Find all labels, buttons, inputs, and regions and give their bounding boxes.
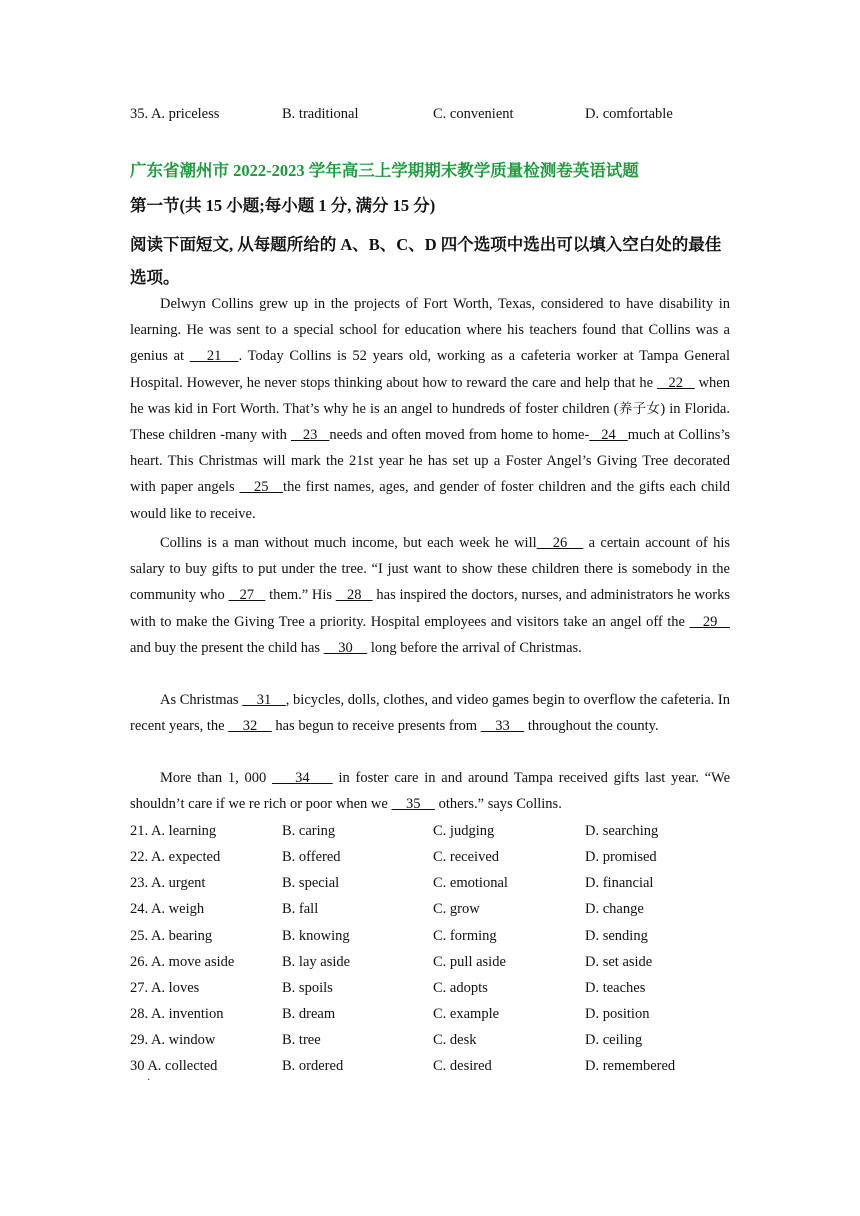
option-c: C. grow [433, 901, 480, 917]
passage-paragraph-4 [130, 765, 730, 817]
text-run: Delwyn Collins grew up in the projects of Fort Worth, Texas, considered to have disability in learning. He was sent to a special school for education where his teachers found that Collins was a genius at [130, 296, 730, 365]
text-run: when he was kid in Fort Worth. That’s why he is an angel to hundreds of foster children ( [130, 374, 730, 417]
text-run: in foster care in and around Tampa received gifts last year. “We shouldn’t care if we re rich or poor when we [130, 770, 731, 813]
blank-22: 22 [656, 374, 695, 391]
instruction-text: 阅读下面短文, 从每题所给的 A、B、C、D 四个选项中选出可以填入空白处的最佳选项。 [130, 235, 722, 287]
option-d: D. sending [585, 928, 648, 944]
blank-21: 21 [189, 348, 239, 365]
chinese-gloss: 养子女 [618, 400, 661, 417]
text-run: them.” His [265, 587, 336, 604]
option-d: D. set aside [585, 954, 653, 970]
question-number: 30 A. collected [130, 1058, 218, 1074]
option-d: D. change [585, 901, 644, 917]
option-b: B. fall [282, 901, 319, 917]
text-run: More than 1, 000 [160, 770, 273, 786]
text-run: Collins is a man without much income, but each week he will [160, 535, 537, 551]
option-c: C. example [433, 1006, 500, 1022]
question-number: 24. A. weigh [130, 901, 205, 917]
blank-23: 23 [290, 427, 330, 444]
option-c: C. judging [433, 823, 495, 839]
option-b: B. offered [282, 849, 341, 865]
text-run: others.” says Collins. [434, 796, 562, 813]
option-b: B. ordered [282, 1058, 344, 1074]
blank-29: 29 [689, 613, 730, 630]
passage-paragraph-1 [130, 291, 730, 527]
option-b: B. spoils [282, 980, 333, 996]
text-run: needs and often moved from home to home- [329, 427, 590, 444]
text-run: has inspired the doctors, nurses, and administrators he works with to make the Giving Tree a priority. Hospital employees and visitors take an angel off the [130, 587, 730, 630]
blank-35: 35 [391, 796, 435, 813]
question-number: 35. A. priceless [130, 106, 220, 122]
section-title: 第一节(共 15 小题;每小题 1 分, 满分 15 分) [130, 196, 436, 215]
question-number: 23. A. urgent [130, 875, 206, 891]
stray-mark: · [147, 1075, 151, 1086]
blank-33: 33 [480, 718, 525, 735]
blank-25: 25 [239, 479, 284, 496]
question-number: 21. A. learning [130, 823, 217, 839]
blank-34: 34 [272, 770, 333, 786]
option-d: D. comfortable [585, 106, 673, 122]
text-run: the first names, ages, and gender of foster children and the gifts each child would like to receive. [130, 479, 730, 522]
option-c: C. forming [433, 928, 497, 944]
text-run: and buy the present the child has [130, 639, 324, 656]
blank-32: 32 [228, 718, 272, 735]
blank-27: 27 [228, 587, 266, 604]
option-b: B. lay aside [282, 954, 351, 970]
option-c: C. emotional [433, 875, 508, 891]
passage-paragraph-2 [130, 530, 730, 661]
blank-24: 24 [589, 427, 628, 444]
option-c: C. convenient [433, 106, 514, 122]
text-run: ) in Florida. These children -many with [130, 400, 730, 444]
blank-26: 26 [536, 535, 584, 551]
option-d: D. promised [585, 849, 657, 865]
option-d: D. teaches [585, 980, 646, 996]
text-run: long before the arrival of Christmas. [367, 639, 582, 656]
option-c: C. adopts [433, 980, 488, 996]
text-run: has begun to receive presents from [271, 718, 481, 735]
text-run: much at Collins’s heart. This Christmas will mark the 21st year he has set up a Foster Angel’s Giving Tree decorated with paper angels [130, 427, 731, 496]
blank-28: 28 [335, 587, 373, 604]
question-number: 29. A. window [130, 1032, 216, 1048]
text-run: throughout the county. [524, 718, 659, 735]
option-d: D. financial [585, 875, 654, 891]
option-d: D. remembered [585, 1058, 676, 1074]
option-c: C. desired [433, 1058, 492, 1074]
question-number: 26. A. move aside [130, 954, 235, 970]
exam-title: 广东省潮州市 2022-2023 学年高三上学期期末教学质量检测卷英语试题 [130, 161, 639, 180]
option-c: C. desk [433, 1032, 477, 1048]
option-b: B. knowing [282, 928, 350, 944]
question-number: 27. A. loves [130, 980, 200, 996]
question-number: 22. A. expected [130, 849, 221, 865]
option-c: C. received [433, 849, 500, 865]
option-b: B. special [282, 875, 340, 891]
option-b: B. caring [282, 823, 336, 839]
blank-31: 31 [242, 692, 286, 708]
passage-paragraph-3 [130, 687, 730, 739]
text-run: , bicycles, dolls, clothes, and video games begin to overflow the cafeteria. In recent years, the [130, 692, 731, 735]
option-c: C. pull aside [433, 954, 506, 970]
text-run: As Christmas [160, 692, 243, 708]
option-b: B. traditional [282, 106, 359, 122]
question-number: 28. A. invention [130, 1006, 224, 1022]
option-d: D. searching [585, 823, 659, 839]
option-b: B. dream [282, 1006, 336, 1022]
option-d: D. ceiling [585, 1032, 643, 1048]
blank-30: 30 [323, 639, 368, 656]
option-d: D. position [585, 1006, 650, 1022]
text-run: a certain account of his salary to buy gifts to put under the tree. “I just want to show these children there is somebody in the community who [130, 535, 731, 604]
question-number: 25. A. bearing [130, 928, 213, 944]
text-run: . Today Collins is 52 years old, working as a cafeteria worker at Tampa General Hospital. However, he never stops thinking about how to reward the care and help that he [130, 348, 730, 391]
option-b: B. tree [282, 1032, 321, 1048]
